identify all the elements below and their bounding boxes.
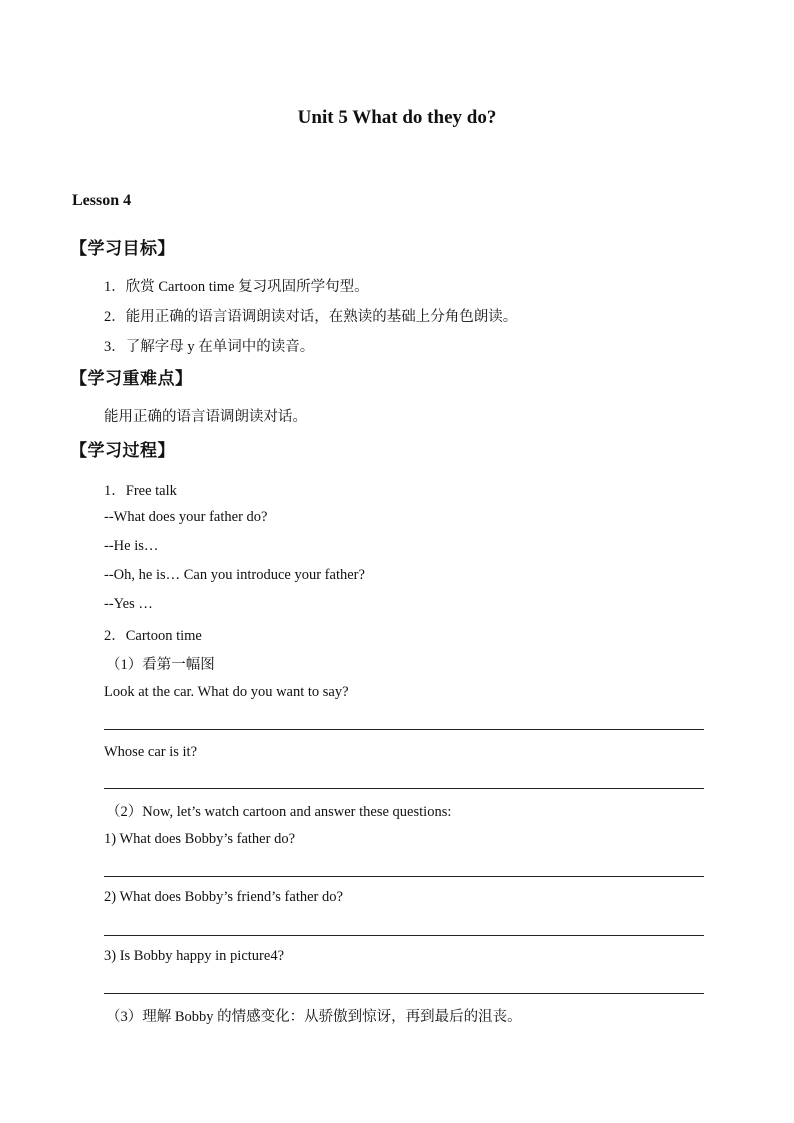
question-1: 1) What does Bobby’s father do? [104,831,296,847]
step-1-question-1: Look at the car. What do you want to say? [104,684,349,700]
question-3: 3) Is Bobby happy in picture4? [104,948,285,964]
dialogue-line-4: --Yes … [104,596,153,612]
key-points-header: 【学习重难点】 [70,369,193,388]
goal-item-3: 3．了解字母 y 在单词中的读音。 [104,339,315,355]
free-talk-title: 1．Free talk [104,483,177,499]
goal-item-2: 2．能用正确的语言语调朗读对话，在熟读的基础上分角色朗读。 [104,309,518,325]
page-title: Unit 5 What do they do? [297,107,497,128]
dialogue-line-2: --He is… [104,538,159,554]
question-2: 2) What does Bobby’s friend’s father do? [104,889,343,905]
cartoon-time-title: 2．Cartoon time [104,628,202,644]
goals-header: 【学习目标】 [70,239,175,258]
step-2-label: （2）Now, let’s watch cartoon and answer these questions: [106,804,452,820]
answer-line-2[interactable] [104,788,704,789]
answer-line-1[interactable] [104,729,704,730]
answer-line-4[interactable] [104,935,704,936]
step-1-question-2: Whose car is it? [104,744,198,760]
answer-line-3[interactable] [104,876,704,877]
dialogue-line-1: --What does your father do? [104,509,268,525]
answer-line-5[interactable] [104,993,704,994]
step-3-label: （3）理解 Bobby 的情感变化：从骄傲到惊讶，再到最后的沮丧。 [106,1009,522,1025]
lesson-heading: Lesson 4 [72,192,132,209]
process-header: 【学习过程】 [70,441,175,460]
dialogue-line-3: --Oh, he is… Can you introduce your father? [104,567,365,583]
key-point-text: 能用正确的语言语调朗读对话。 [104,409,307,425]
goal-item-1: 1．欣赏 Cartoon time 复习巩固所学句型。 [104,279,369,295]
step-1-label: （1）看第一幅图 [106,657,215,673]
